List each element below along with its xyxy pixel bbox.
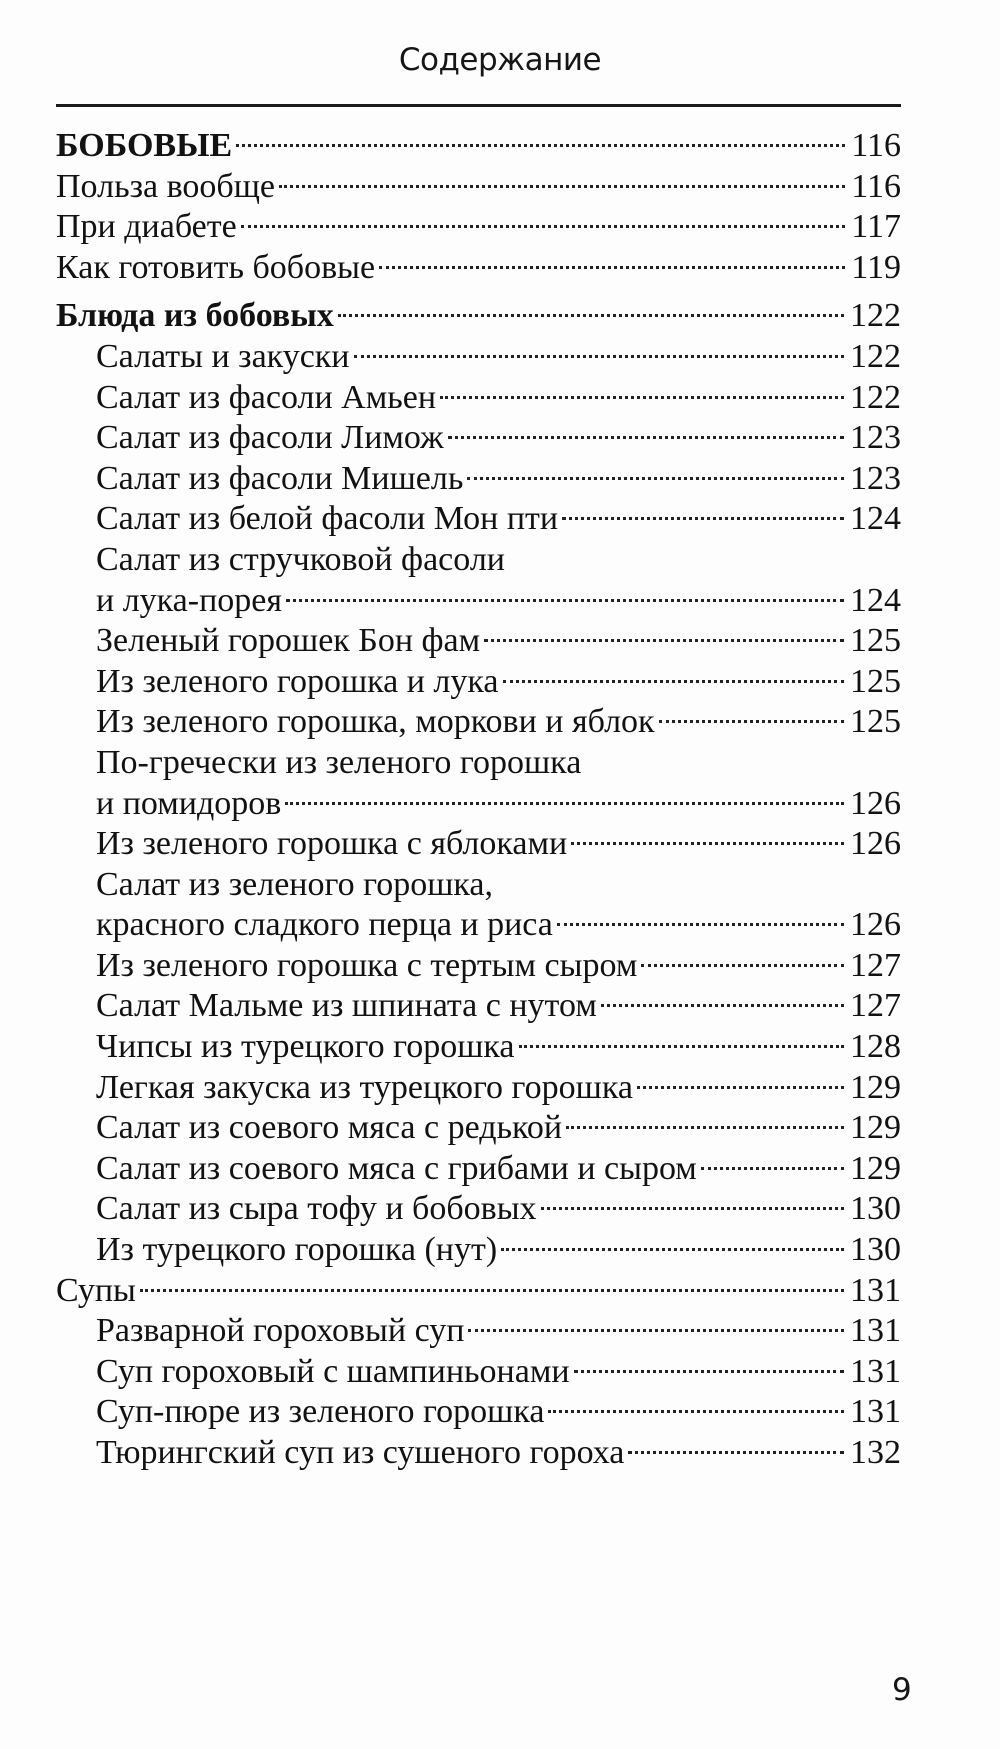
toc-page-number: 126 — [850, 906, 901, 944]
toc-entry — [56, 1433, 901, 1474]
toc-entry-label: Салат из фасоли Мишель — [96, 459, 464, 497]
toc-row — [96, 1027, 901, 1068]
toc-page-number: 125 — [850, 703, 901, 741]
toc-entry-label: Салат из фасоли Амьен — [96, 378, 437, 416]
dot-leader — [354, 355, 844, 358]
dot-leader — [484, 639, 844, 642]
toc-entry — [56, 581, 901, 622]
toc-entry-label: и помидоров — [96, 784, 282, 822]
dot-leader — [701, 1167, 844, 1170]
toc-row — [96, 662, 901, 703]
toc-entry — [56, 702, 901, 743]
toc-row — [56, 1271, 901, 1312]
toc-page-number: 132 — [850, 1434, 901, 1471]
toc-entry-label: Салат из сыра тофу и бобовых — [96, 1190, 537, 1228]
toc-entry — [56, 1392, 901, 1433]
toc-page-number: 125 — [850, 662, 901, 700]
toc-entry-label: Салаты и закуски — [96, 337, 350, 375]
dot-leader — [448, 436, 844, 439]
toc-entry-label: Супы — [56, 1271, 136, 1309]
toc-entry-label: Салат из соевого мяса с грибами и сыром — [96, 1149, 697, 1187]
dot-leader — [641, 964, 844, 967]
toc-entry-label: Салат из зеленого горошка, — [96, 865, 493, 903]
toc-page-number: 116 — [851, 167, 901, 205]
header-rule — [56, 104, 901, 107]
toc-row — [96, 1149, 901, 1190]
toc-page-number: 130 — [850, 1190, 901, 1228]
toc-entry — [56, 1352, 901, 1393]
toc-entry — [56, 784, 901, 825]
toc-entry — [56, 459, 901, 500]
toc-entry — [56, 207, 901, 248]
toc-entry-label: Салат из соевого мяса с редькой — [96, 1109, 563, 1147]
toc-entry-label: Салат Мальме из шпината с нутом — [96, 987, 597, 1025]
toc-entry — [56, 378, 901, 419]
dot-leader — [601, 1004, 844, 1007]
toc-row — [96, 418, 901, 459]
toc-row — [96, 581, 901, 622]
toc-entry-label: Из зеленого горошка с тертым сыром — [96, 946, 638, 984]
toc-entry-label: Салат из белой фасоли Мон пти — [96, 500, 559, 538]
table-of-contents — [56, 126, 901, 1474]
toc-entry-label: Из турецкого горошка (нут) — [96, 1231, 498, 1269]
toc-entry — [56, 418, 901, 459]
toc-page-number: 131 — [850, 1352, 901, 1390]
running-title: Содержание — [398, 42, 602, 78]
page-number: 9 — [892, 1672, 912, 1708]
toc-entry-label: Из зеленого горошка и лука — [96, 662, 499, 700]
dot-leader — [236, 144, 845, 147]
toc-row — [96, 1108, 901, 1149]
dot-leader — [637, 1086, 844, 1089]
toc-entry-label: и лука-порея — [96, 581, 283, 619]
toc-entry — [56, 1027, 901, 1068]
toc-row — [96, 337, 901, 378]
toc-page-number: 127 — [850, 946, 901, 984]
toc-row — [96, 946, 901, 987]
dot-leader — [379, 266, 845, 269]
toc-entry — [56, 986, 901, 1027]
toc-entry-label: Салат из стручковой фасоли — [96, 540, 505, 578]
toc-entry — [56, 499, 901, 540]
toc-row — [96, 784, 901, 825]
toc-entry-label: БОБОВЫЕ — [56, 127, 233, 164]
toc-row — [96, 459, 901, 500]
dot-leader — [557, 923, 844, 926]
toc-entry-first-line — [56, 540, 901, 581]
dot-leader — [628, 1451, 844, 1454]
toc-page-number: 129 — [850, 1109, 901, 1147]
toc-row — [96, 824, 901, 865]
toc-page-number: 119 — [851, 248, 901, 286]
dot-leader — [503, 680, 845, 683]
toc-entry — [56, 337, 901, 378]
toc-page-number: 124 — [850, 500, 901, 538]
toc-entry-label: При диабете — [56, 208, 237, 246]
dot-leader — [285, 802, 844, 805]
toc-page-number: 128 — [850, 1028, 901, 1066]
toc-page-number: 129 — [850, 1149, 901, 1187]
dot-leader — [140, 1289, 844, 1292]
dot-leader — [566, 1126, 844, 1129]
toc-row — [56, 248, 901, 289]
toc-page-number: 122 — [850, 337, 901, 375]
dot-leader — [467, 477, 844, 480]
toc-page-number: 126 — [850, 825, 901, 863]
toc-entry-label: Зеленый горошек Бон фам — [96, 622, 481, 660]
dot-leader — [659, 720, 844, 723]
toc-entry — [56, 296, 901, 337]
toc-page-number: 127 — [850, 987, 901, 1025]
toc-row — [96, 905, 901, 946]
dot-leader — [574, 1370, 844, 1373]
toc-row — [96, 1433, 901, 1474]
toc-entry — [56, 1271, 901, 1312]
toc-entry-label: Чипсы из турецкого горошка — [96, 1028, 515, 1066]
toc-entry — [56, 1068, 901, 1109]
toc-entry — [56, 167, 901, 208]
toc-row — [96, 1352, 901, 1393]
dot-leader — [279, 185, 845, 188]
dot-leader — [241, 225, 846, 228]
toc-entry-label: Тюрингский суп из сушеного гороха — [96, 1434, 625, 1471]
toc-entry — [56, 1189, 901, 1230]
toc-entry-label: Польза вообще — [56, 167, 275, 205]
toc-entry-label: Из зеленого горошка с яблоками — [96, 825, 568, 863]
toc-row — [96, 1189, 901, 1230]
toc-entry-label: Разварной гороховый суп — [96, 1312, 465, 1350]
toc-row — [96, 1311, 901, 1352]
toc-entry-label: Из зеленого горошка, моркови и яблок — [96, 703, 655, 741]
toc-page-number: 123 — [850, 459, 901, 497]
toc-row — [96, 499, 901, 540]
toc-entry-first-line — [56, 743, 901, 784]
toc-entry-label: По-гречески из зеленого горошка — [96, 743, 582, 781]
toc-entry-label: Салат из фасоли Лимож — [96, 419, 444, 457]
toc-row — [56, 126, 901, 167]
dot-leader — [541, 1207, 844, 1210]
toc-row — [96, 378, 901, 419]
toc-page-number: 122 — [850, 297, 901, 335]
toc-entry-label: Суп-пюре из зеленого горошка — [96, 1393, 545, 1431]
toc-entry — [56, 946, 901, 987]
toc-row — [96, 986, 901, 1027]
toc-entry — [56, 905, 901, 946]
toc-entry-label: Легкая закуска из турецкого горошка — [96, 1068, 633, 1106]
toc-entry — [56, 1108, 901, 1149]
toc-entry — [56, 126, 901, 167]
toc-page-number: 117 — [851, 208, 901, 246]
toc-row — [96, 1230, 901, 1271]
toc-page-number: 130 — [850, 1231, 901, 1269]
toc-entry-label: Как готовить бобовые — [56, 248, 376, 286]
toc-page-number: 131 — [850, 1271, 901, 1309]
toc-entry — [56, 662, 901, 703]
toc-page-number: 124 — [850, 581, 901, 619]
dot-leader — [286, 599, 844, 602]
dot-leader — [468, 1329, 844, 1332]
dot-leader — [562, 517, 844, 520]
toc-row — [56, 207, 901, 248]
toc-row — [96, 621, 901, 662]
toc-entry — [56, 1311, 901, 1352]
toc-row — [96, 1068, 901, 1109]
toc-entry-label: красного сладкого перца и риса — [96, 906, 553, 944]
toc-entry — [56, 248, 901, 289]
toc-page-number: 122 — [850, 378, 901, 416]
toc-entry-first-line — [56, 865, 901, 906]
toc-page-number: 116 — [851, 127, 901, 164]
toc-entry — [56, 621, 901, 662]
dot-leader — [501, 1248, 844, 1251]
toc-page-number: 123 — [850, 419, 901, 457]
toc-entry-label: Суп гороховый с шампиньонами — [96, 1352, 570, 1390]
toc-entry — [56, 1230, 901, 1271]
dot-leader — [440, 396, 844, 399]
toc-entry — [56, 1149, 901, 1190]
toc-page-number: 125 — [850, 622, 901, 660]
toc-page-number: 131 — [850, 1312, 901, 1350]
toc-page-number: 129 — [850, 1068, 901, 1106]
toc-page-number: 131 — [850, 1393, 901, 1431]
toc-entry-label: Блюда из бобовых — [56, 297, 334, 335]
toc-row — [96, 702, 901, 743]
toc-row — [56, 296, 901, 337]
toc-page-number: 126 — [850, 784, 901, 822]
dot-leader — [571, 842, 844, 845]
toc-row — [96, 1392, 901, 1433]
dot-leader — [519, 1045, 844, 1048]
toc-entry — [56, 824, 901, 865]
toc-row — [56, 167, 901, 208]
dot-leader — [338, 314, 844, 317]
dot-leader — [548, 1410, 844, 1413]
